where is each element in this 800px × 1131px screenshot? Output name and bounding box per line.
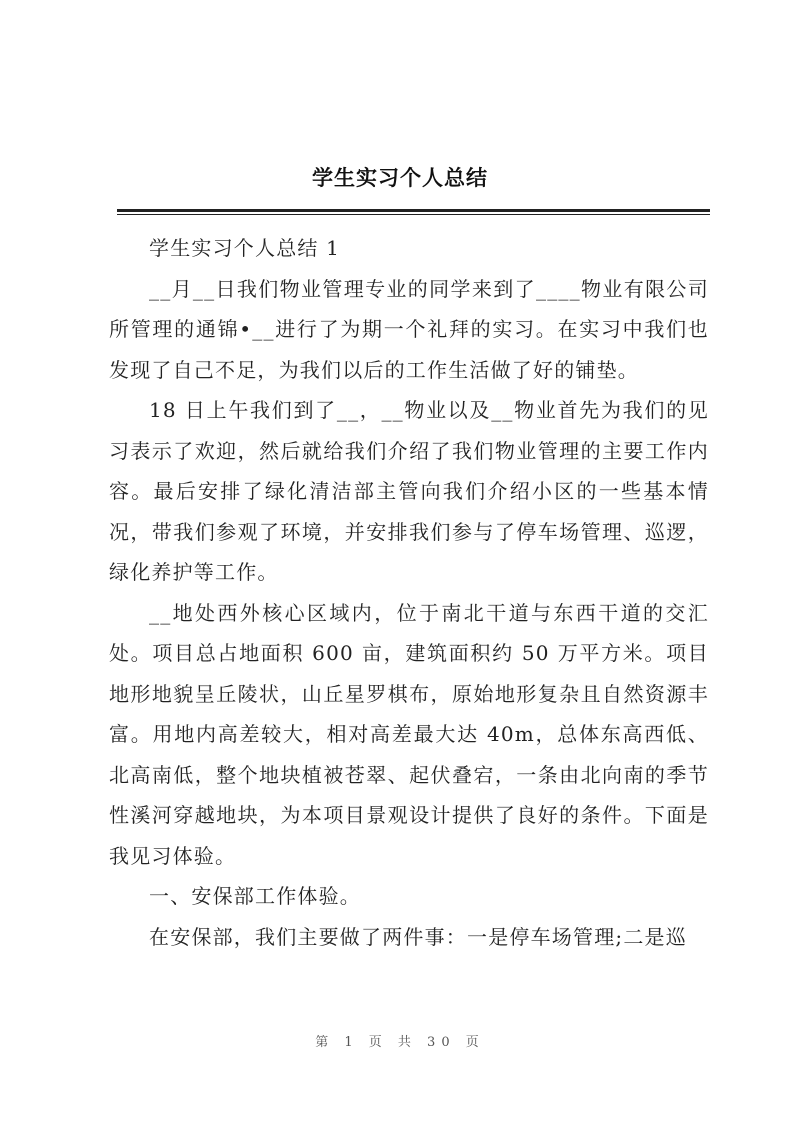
paragraph: __地处西外核心区域内，位于南北干道与东西干道的交汇处。项目总占地面积 600 亩，建筑面积约 50 万平方米。项目地形地貌呈丘陵状，山丘星罗棋布，原始地形复杂且自然资源丰富。用地内高差较大，相对高差最大达 40m，总体东高西低、北高南低，整个地块植被苍翠、起伏叠宕，一条由北向南的季节性溪河穿越地块，为本项目景观设计提供了良好的条件。下面是我见习体验。 (109, 600, 709, 868)
document-title: 学生实习个人总结 (312, 165, 488, 190)
section-heading: 学生实习个人总结 1 (149, 236, 341, 260)
title-divider-thin (117, 214, 710, 215)
title-divider (117, 209, 710, 212)
paragraph: 18 日上午我们到了__，__物业以及__物业首先为我们的见习表示了欢迎，然后就给我们介绍了我们物业管理的主要工作内容。最后安排了绿化清洁部主管向我们介绍小区的一些基本情况，带我们参观了环境，并安排我们参与了停车场管理、巡逻，绿化养护等工作。 (109, 398, 709, 584)
page-number-footer: 第 1 页 共 30 页 (315, 1035, 485, 1050)
paragraph: 在安保部，我们主要做了两件事：一是停车场管理;二是巡 (149, 924, 687, 949)
subsection-heading: 一、安保部工作体验。 (149, 884, 361, 908)
paragraph: __月__日我们物业管理专业的同学来到了____物业有限公司所管理的通锦•__进行了为期一个礼拜的实习。在实习中我们也发现了自己不足，为我们以后的工作生活做了好的铺垫。 (109, 276, 709, 382)
document-body (109, 228, 709, 957)
